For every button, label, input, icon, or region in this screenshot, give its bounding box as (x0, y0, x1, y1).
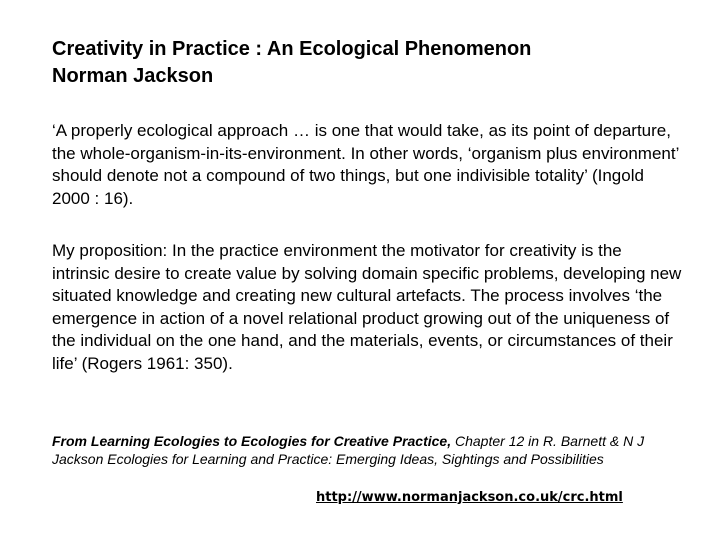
title-line-author: Norman Jackson (52, 65, 214, 87)
website-link[interactable]: http://www.normanjackson.co.uk/crc.html (316, 490, 623, 505)
ingold-quote-paragraph: ‘A properly ecological approach … is one that would take, as its point of departure, the whole-organism-in-its-environment. In other words, ‘organism plus environment’ should denote not a compound of two things, but one indivisible totality’ (Ingold 2000 : 16). (52, 121, 679, 208)
proposition-paragraph: My proposition: In the practice environment the motivator for creativity is the intrinsic desire to create value by solving domain specific problems, developing new situated knowledge and creating new cultural artefacts. The process involves ‘the emergence in action of a novel relational product growing out of the uniqueness of the individual on the one hand, and the materials, events, or circumstances of their life’ (Rogers 1961: 350). (52, 241, 682, 373)
slide-title (52, 36, 692, 90)
citation-work-title: From Learning Ecologies to Ecologies for Creative Practice, (52, 433, 452, 449)
citation-details: Chapter 12 in R. Barnett & N J Jackson Ecologies for Learning and Practice: Emerging Ideas, Sightings and Possibilities (52, 433, 645, 467)
citation (52, 432, 672, 468)
title-line-main: Creativity in Practice : An Ecological Phenomenon (52, 38, 532, 60)
